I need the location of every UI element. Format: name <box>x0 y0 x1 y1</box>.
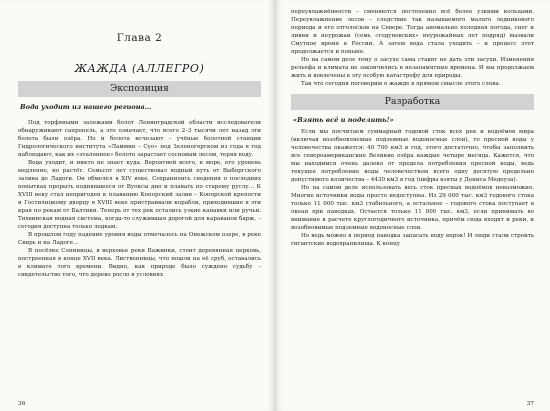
chapter-number: Глава 2 <box>116 32 163 44</box>
section-epigraph: Вода уходит из нашего региона… <box>20 103 152 111</box>
section-heading: Разработка <box>291 94 534 110</box>
body-paragraph: Но на самом деле использовать весь сток пресных водоёмов невозможно. Многие источники воды просто недоступны. Из 29 000 тыс. км3 годового стока только 11 000 тыс. км3 стабильного, а остальное – годового стока поступает в океан при паводках. Остается только 11 000 тыс. км3, если принимать во внимание к расчете круглогодичного источника, причём сюда входят и реки, и возобновимые подземные водоносные слои. <box>291 185 534 231</box>
body-paragraph: В посёлке Сопиницы, в верховье реки Важинки, стоит деревянная церковь, построенная в конце XVII века. Лиственницы, что пошли на её сруб, оставались в климате того времени. Видно, как природе было суждено судьбу – свидетельство того, что дерево росло в условиях <box>18 248 261 278</box>
section-epigraph: «Взять всё и поделить!» <box>293 116 394 124</box>
section-heading: Экспозиция <box>18 81 261 97</box>
page-number: 36 <box>18 401 26 407</box>
body-paragraph: Вода уходит, и никто не знает куда. Вероятней всего, в море, его уровень медленно, но растёт. Семьсот лет существовал водный путь от Выборгского залива до Ладоги. Он обмелел в XIV веке. Сохранились сведения о последних попытках прорыть поднявшееся от Вуоксы дно и плавать по старому руслу… К XVIII веку стал непригоден к плаванию Копорский залив – Копорской крепости и Гостилицкому дворцу в XVIII веке пристраивали корабли, приходившие в эти края по рекам от Балтики. Теперь от тех рек остались узкие канавки или ручьи. Тихвинская водная система, когда-то служившая дорогой для караванов барж, – сегодня доступна только лодкам. <box>18 160 261 230</box>
page-number: 37 <box>526 401 534 407</box>
body-paragraph: Если мы посчитаем суммарный годовой сток всех рек и водоёмов мира (включая возобновляемые подземные водоносные слои), то пресной воды у человечества окажется: 40 700 км3 в год, этого достаточно, чтобы заполнить все североамериканские Великие озёра каждые четыре месяца. Кажется, что мы находимся очень далеко от предела потребления пресной воды, ведь текущее потребление воды человечеством всего одну десятую предельно допустимого количества – 4430 км3 в год (цифры взяты у Дениса Медоуза). <box>291 129 534 183</box>
right-page <box>275 0 550 411</box>
body-paragraph: Так что сегодня поговорим о жажде в прямом смысле этого слова. <box>301 81 501 87</box>
body-paragraph: В прошлом году падение уровня воды отмечалось на Онежском озере, в реке Свирь и на Ладоге… <box>18 232 261 246</box>
body-paragraph: Но на самом деле тему о засухе сама ставит не дать эти засухи. Изменения рельефа и климата не закончились в незапамятные времена. И мы продолжаем жить и вовлечены в эту особую катастрофу для природы. <box>291 57 534 79</box>
body-paragraph: Под торфяными залежами болот Ленинградской области исследователи обнаруживают сапропель, а это означает, что всего 2–3 тысячи лет назад эти болота были озёра. Но и болота исчезают – учёные болотной станции Гидрологического института «Ламмин – Суо» под Зеленогорском из года в год наблюдают, как их «эталонное» болото зарастает сосновым лесом, теряя воду. <box>18 120 261 158</box>
chapter-title: ЖАЖДА (АЛЛЕГРО) <box>74 62 205 75</box>
body-paragraph: Но ведь можно в период паводка запасать воду впрок! И люди стали строить гигантские водохранилища. К концу <box>291 233 534 247</box>
body-paragraph: переувлажнённости – сменяются постепенно всё более узкими кольцами. Переувлажнение лесов – следствие так называемого малого ледникового периода и его отголосков на Севере. Тогда аномально холодная погода, снег и ливни и неурожаи (семь «годуновских» неурожайных лет подряд) вызвали Смутное время в России. А затем вода стала уходить – и процесс этот продолжается и поныне. <box>291 9 534 55</box>
